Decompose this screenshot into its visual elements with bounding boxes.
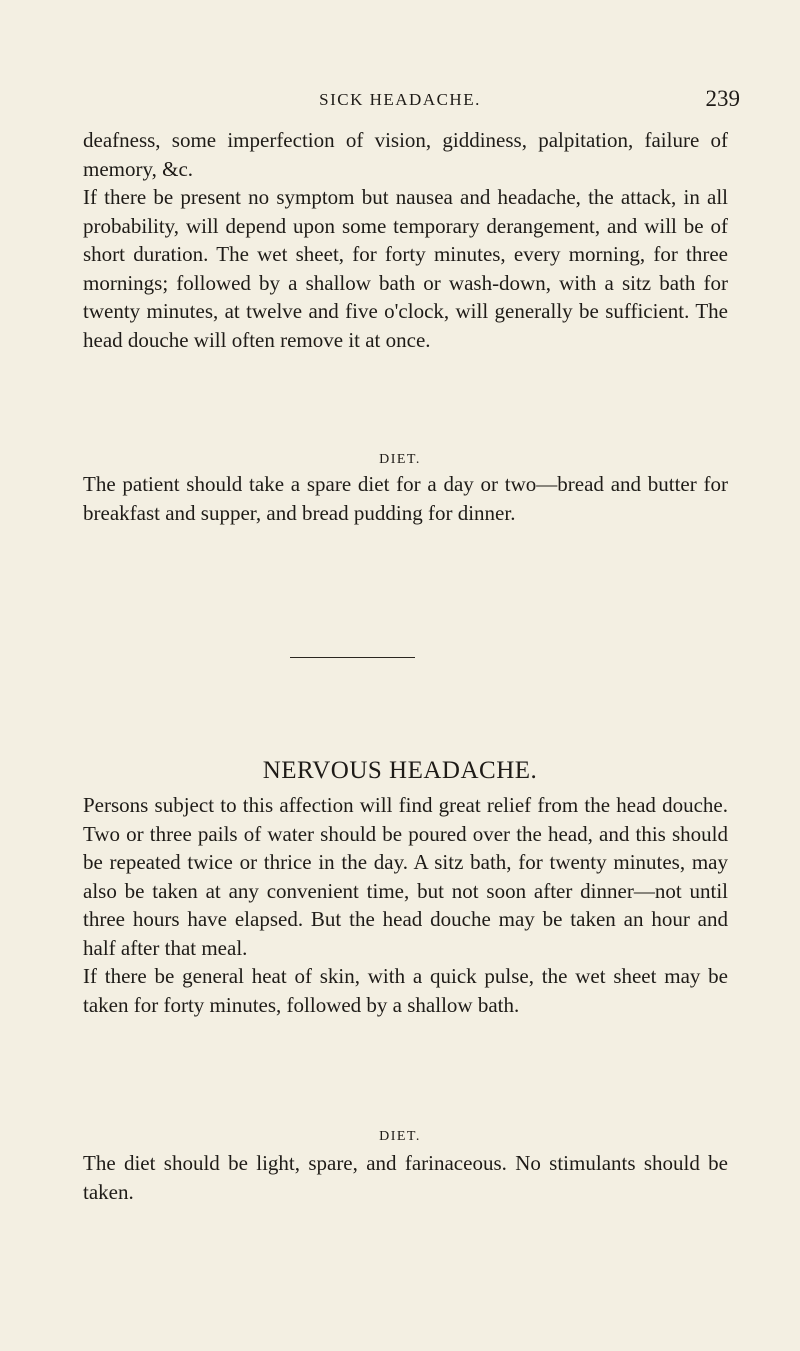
page-number: 239 (705, 86, 740, 111)
nervous-headache-text (83, 791, 728, 1019)
paragraph: If there be general heat of skin, with a quick pulse, the wet sheet may be taken for forty minutes, followed by a shallow bath. (83, 964, 728, 1017)
nervous-diet-text (83, 1149, 728, 1206)
paragraph: The patient should take a spare diet for a day or two—bread and butter for breakfast and supper, and bread pudding for dinner. (83, 472, 728, 525)
running-title: SICK HEADACHE. (319, 90, 481, 109)
paragraph: The diet should be light, spare, and farinaceous. No stimulants should be taken. (83, 1151, 728, 1204)
paragraph: deafness, some imperfection of vision, giddiness, palpitation, failure of memory, &c. (83, 128, 728, 181)
section-divider (290, 657, 415, 658)
diet-heading: DIET. (379, 452, 421, 467)
sick-diet-text (83, 470, 728, 527)
diet-heading: DIET. (379, 1129, 421, 1144)
running-head (60, 86, 740, 116)
paragraph: If there be present no symptom but nausea and headache, the attack, in all probability, will depend upon some temporary derangement, and will be of short duration. The wet sheet, for forty minutes, every morning, for three mornings; followed by a shallow bath or wash-down, with a sitz bath for twenty minutes, at twelve and five o'clock, will generally be sufficient. The head douche will often remove it at once. (83, 185, 728, 352)
section-title: NERVOUS HEADACHE. (262, 757, 538, 784)
paragraph: Persons subject to this affection will find great relief from the head douche. Two or three pails of water should be poured over the head, and this should be repeated twice or thrice in the day. A sitz bath, for twenty minutes, may also be taken at any convenient time, but not soon after dinner—not until three hours have elapsed. But the head douche may be taken an hour and half after that meal. (83, 793, 728, 960)
sick-headache-continuation (83, 126, 728, 354)
